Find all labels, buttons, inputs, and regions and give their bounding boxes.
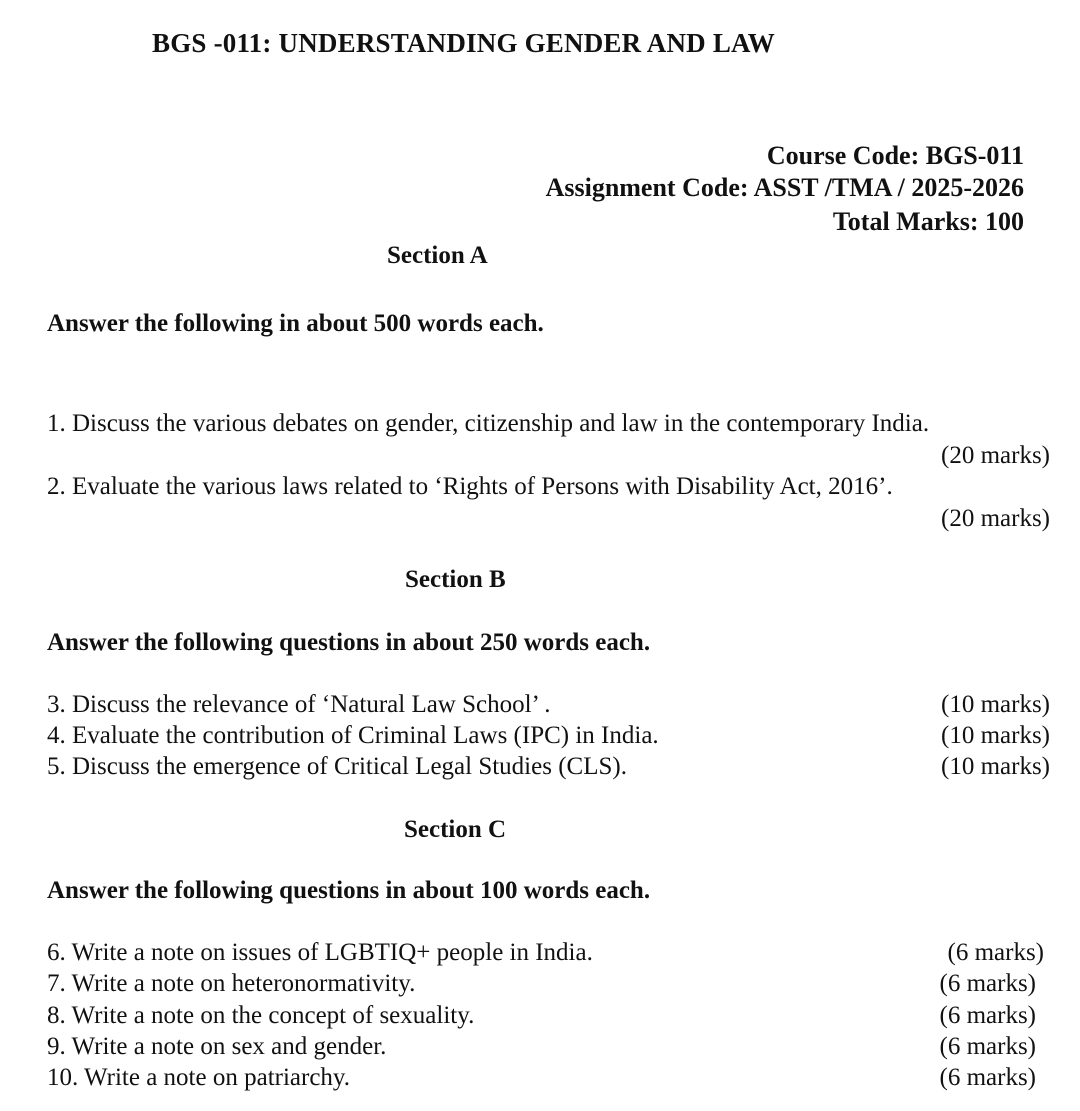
question-2-marks: (20 marks) bbox=[941, 505, 1050, 532]
question-3: 3. Discuss the relevance of ‘Natural Law School’ . bbox=[47, 691, 551, 718]
question-8: 8. Write a note on the concept of sexuality. bbox=[47, 1002, 475, 1029]
section-b-heading: Section B bbox=[405, 566, 506, 593]
question-7-marks: (6 marks) bbox=[939, 970, 1036, 997]
question-3-marks: (10 marks) bbox=[941, 691, 1050, 718]
question-9-marks: (6 marks) bbox=[939, 1033, 1036, 1060]
section-c-instruction: Answer the following questions in about 100 words each. bbox=[47, 877, 651, 904]
question-6: 6. Write a note on issues of LGBTIQ+ people in India. bbox=[47, 939, 593, 966]
question-4-marks: (10 marks) bbox=[941, 722, 1050, 749]
question-6-marks: (6 marks) bbox=[947, 939, 1044, 966]
question-1: 1. Discuss the various debates on gender, citizenship and law in the contemporary India. bbox=[47, 410, 930, 437]
section-a-instruction: Answer the following in about 500 words each. bbox=[47, 310, 544, 337]
document-title: BGS -011: UNDERSTANDING GENDER AND LAW bbox=[152, 28, 775, 58]
course-code: Course Code: BGS-011 bbox=[766, 141, 1024, 170]
assignment-code: Assignment Code: ASST /TMA / 2025-2026 bbox=[545, 173, 1024, 202]
question-5: 5. Discuss the emergence of Critical Legal Studies (CLS). bbox=[47, 753, 627, 780]
question-2: 2. Evaluate the various laws related to ‘Rights of Persons with Disability Act, 2016’. bbox=[47, 473, 893, 500]
total-marks: Total Marks: 100 bbox=[832, 207, 1024, 236]
question-8-marks: (6 marks) bbox=[939, 1002, 1036, 1029]
question-9: 9. Write a note on sex and gender. bbox=[47, 1033, 387, 1060]
question-1-marks: (20 marks) bbox=[941, 442, 1050, 469]
question-5-marks: (10 marks) bbox=[941, 753, 1050, 780]
question-10: 10. Write a note on patriarchy. bbox=[47, 1064, 351, 1091]
section-c-heading: Section C bbox=[404, 816, 507, 843]
section-a-heading: Section A bbox=[387, 242, 488, 269]
question-7: 7. Write a note on heteronormativity. bbox=[47, 970, 416, 997]
section-b-instruction: Answer the following questions in about 250 words each. bbox=[47, 629, 651, 656]
question-4: 4. Evaluate the contribution of Criminal Laws (IPC) in India. bbox=[47, 722, 659, 749]
question-10-marks: (6 marks) bbox=[939, 1064, 1036, 1091]
